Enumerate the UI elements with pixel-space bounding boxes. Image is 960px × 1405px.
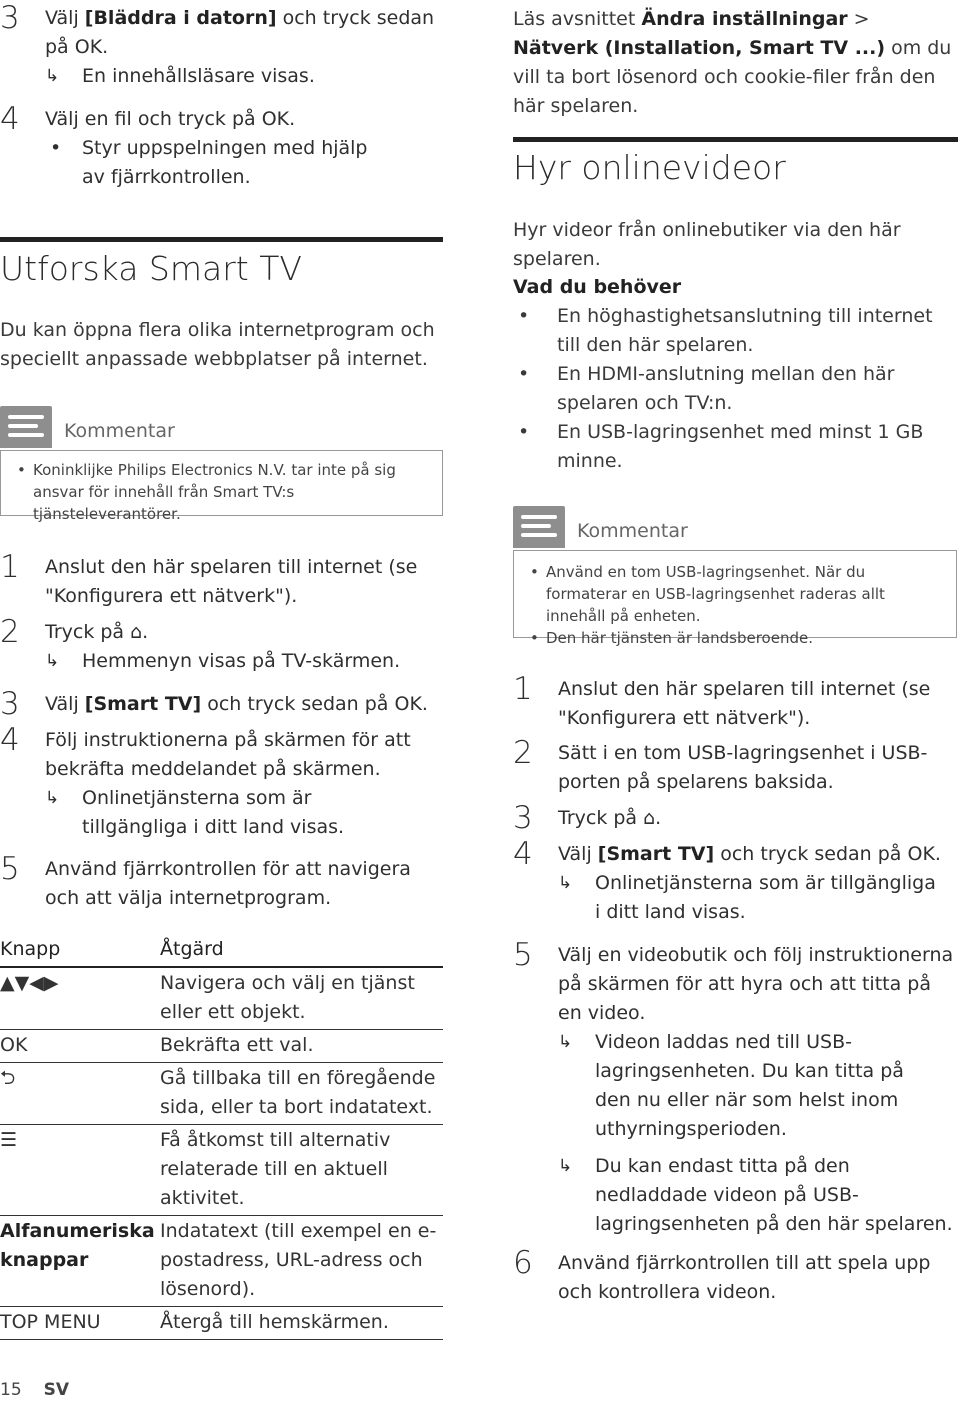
- step-3: 3 Välj [Smart TV] och tryck sedan på OK.: [0, 686, 428, 722]
- step-3-top: 3 Välj [Bläddra i datorn] och tryck sedan på OK. ↳ En innehållsläsare visas.: [0, 4, 445, 91]
- note-block: [513, 506, 957, 647]
- bullet-icon: •: [17, 461, 26, 479]
- step-5: 5 Använd fjärrkontrollen för att navigera och att välja internetprogram.: [0, 851, 411, 909]
- section-title: Utforska Smart TV: [0, 249, 302, 288]
- bullet-icon: •: [530, 629, 539, 647]
- step-1: 1 Anslut den här spelaren till internet (se "Konfigurera ett nätverk").: [513, 671, 931, 729]
- result-arrow-icon: ↳: [45, 651, 60, 671]
- note-header: [513, 506, 957, 548]
- note-item: • Den här tjänsten är landsberoende.: [530, 629, 813, 647]
- step-6: 6 Använd fjärrkontrollen till att spela upp och kontrollera videon.: [513, 1245, 931, 1303]
- note-icon: [0, 406, 52, 448]
- step-number: 4: [0, 101, 20, 137]
- step-number: 3: [0, 686, 20, 722]
- bullet-icon: •: [518, 421, 530, 443]
- list-item: • En USB-lagringsenhet med minst 1 GB minne.: [513, 418, 953, 476]
- section-intro: Du kan öppna flera olika internetprogram och speciellt anpassade webbplatser på internet.: [0, 319, 435, 370]
- table-row: TOP MENU Återgå till hemskärmen.: [0, 1307, 443, 1340]
- note-item: • Koninklijke Philips Electronics N.V. tar inte på sig ansvar för innehåll från Smart TV:s tjänsteleverantörer.: [17, 461, 396, 523]
- key-table: [0, 934, 443, 1340]
- section-rule: [0, 237, 443, 242]
- back-icon: ⮌: [0, 1063, 160, 1125]
- options-icon: ☰: [0, 1125, 160, 1216]
- step-5: 5 Välj en videobutik och följ instruktionerna på skärmen för att hyra och att titta på en video. ↳ Videon laddas ned till USB-lagringsenheten. Du kan titta på den nu eller när som helst inom uthyrningsperioden. ↳ Du kan endast titta på den nedladdade videon på USB-lagringsenheten på den här spelaren.: [513, 941, 960, 1239]
- language-code: SV: [43, 1380, 70, 1400]
- page-number: 15: [0, 1380, 22, 1400]
- step-result: ↳ Hemmenyn visas på TV-skärmen.: [45, 647, 445, 676]
- note-box: [513, 550, 957, 647]
- step-number: 3: [0, 0, 20, 36]
- step-number: 3: [513, 800, 533, 836]
- section-rule: [513, 137, 958, 142]
- table-row: ⮌ Gå tillbaka till en föregående sida, eller ta bort indatatext.: [0, 1063, 443, 1125]
- step-number: 1: [0, 549, 20, 585]
- section-desc: Hyr videor från onlinebutiker via den här spelaren.: [513, 219, 901, 270]
- step-number: 5: [513, 937, 533, 973]
- step-2: 2 Tryck på ⌂. ↳ Hemmenyn visas på TV-skärmen.: [0, 618, 445, 676]
- step-4-top: 4 Välj en fil och tryck på OK. • Styr uppspelningen med hjälp av fjärrkontrollen.: [0, 105, 445, 192]
- requirements-list: [513, 302, 953, 476]
- result-arrow-icon: ↳: [558, 873, 573, 893]
- arrow-keys-icon: ▲▼◀▶: [0, 967, 160, 1030]
- bullet-icon: •: [518, 363, 530, 385]
- result-arrow-icon: ↳: [45, 66, 60, 86]
- requirements-title: Vad du behöver: [513, 276, 682, 298]
- table-row: OK Bekräfta ett val.: [0, 1030, 443, 1063]
- note-item: • Använd en tom USB-lagringsenhet. När du formaterar en USB-lagringsenhet raderas allt innehåll på enheten.: [530, 563, 885, 625]
- step-number: 2: [513, 735, 533, 771]
- note-label: Kommentar: [577, 520, 688, 542]
- step-bullet: • Styr uppspelningen med hjälp av fjärrkontrollen.: [45, 134, 445, 192]
- note-block: [0, 406, 443, 523]
- step-result: ↳ Onlinetjänsterna som är tillgängliga i ditt land visas.: [45, 784, 445, 842]
- page-footer: [0, 1380, 69, 1400]
- list-item: • En HDMI-anslutning mellan den här spelaren och TV:n.: [513, 360, 953, 418]
- table-row: ☰ Få åtkomst till alternativ relaterade till en aktuell aktivitet.: [0, 1125, 443, 1216]
- step-number: 4: [0, 722, 20, 758]
- step-result: ↳ Onlinetjänsterna som är tillgängliga i ditt land visas.: [558, 869, 960, 927]
- note-icon: [513, 506, 565, 548]
- home-icon: ⌂: [643, 807, 656, 829]
- step-result: ↳ Videon laddas ned till USB-lagringsenheten. Du kan titta på den nu eller när som helst inom uthyrningsperioden.: [558, 1028, 960, 1144]
- header-key: Knapp: [0, 934, 160, 967]
- result-arrow-icon: ↳: [558, 1032, 573, 1052]
- bullet-icon: •: [530, 563, 539, 581]
- step-4: 4 Följ instruktionerna på skärmen för att bekräfta meddelandet på skärmen. ↳ Onlinetjänsterna som är tillgängliga i ditt land visas.: [0, 726, 445, 842]
- step-4: 4 Välj [Smart TV] och tryck sedan på OK. ↳ Onlinetjänsterna som är tillgängliga i ditt land visas.: [513, 840, 960, 927]
- note-label: Kommentar: [64, 420, 175, 442]
- bullet-icon: •: [518, 305, 530, 327]
- note-header: [0, 406, 443, 448]
- step-2: 2 Sätt i en tom USB-lagringsenhet i USB-porten på spelarens baksida.: [513, 735, 928, 793]
- step-number: 1: [513, 671, 533, 707]
- step-3: 3 Tryck på ⌂.: [513, 800, 662, 836]
- home-icon: ⌂: [130, 621, 143, 643]
- list-item: • En höghastighetsanslutning till internet till den här spelaren.: [513, 302, 953, 360]
- step-number: 2: [0, 614, 20, 650]
- step-number: 4: [513, 836, 533, 872]
- table-row: Alfanumeriska knappar Indatatext (till exempel en e-postadress, URL-adress och lösenord).: [0, 1216, 443, 1307]
- section-title: Hyr onlinevideor: [513, 148, 786, 187]
- result-arrow-icon: ↳: [558, 1156, 573, 1176]
- settings-reference: Läs avsnittet Ändra inställningar > Nätverk (Installation, Smart TV ...) om du vill ta bort lösenord och cookie-filer från den här spelaren.: [513, 8, 952, 117]
- step-number: 5: [0, 851, 20, 887]
- step-result: ↳ Du kan endast titta på den nedladdade videon på USB-lagringsenheten på den här spelaren.: [558, 1152, 960, 1239]
- result-arrow-icon: ↳: [45, 788, 60, 808]
- step-number: 6: [513, 1245, 533, 1281]
- note-box: [0, 450, 443, 523]
- step-1: 1 Anslut den här spelaren till internet (se "Konfigurera ett nätverk").: [0, 549, 418, 607]
- step-result: ↳ En innehållsläsare visas.: [45, 62, 445, 91]
- header-action: Åtgärd: [160, 934, 443, 967]
- bullet-icon: •: [50, 137, 62, 159]
- table-header: [0, 934, 443, 967]
- table-row: ▲▼◀▶ Navigera och välj en tjänst eller ett objekt.: [0, 967, 443, 1030]
